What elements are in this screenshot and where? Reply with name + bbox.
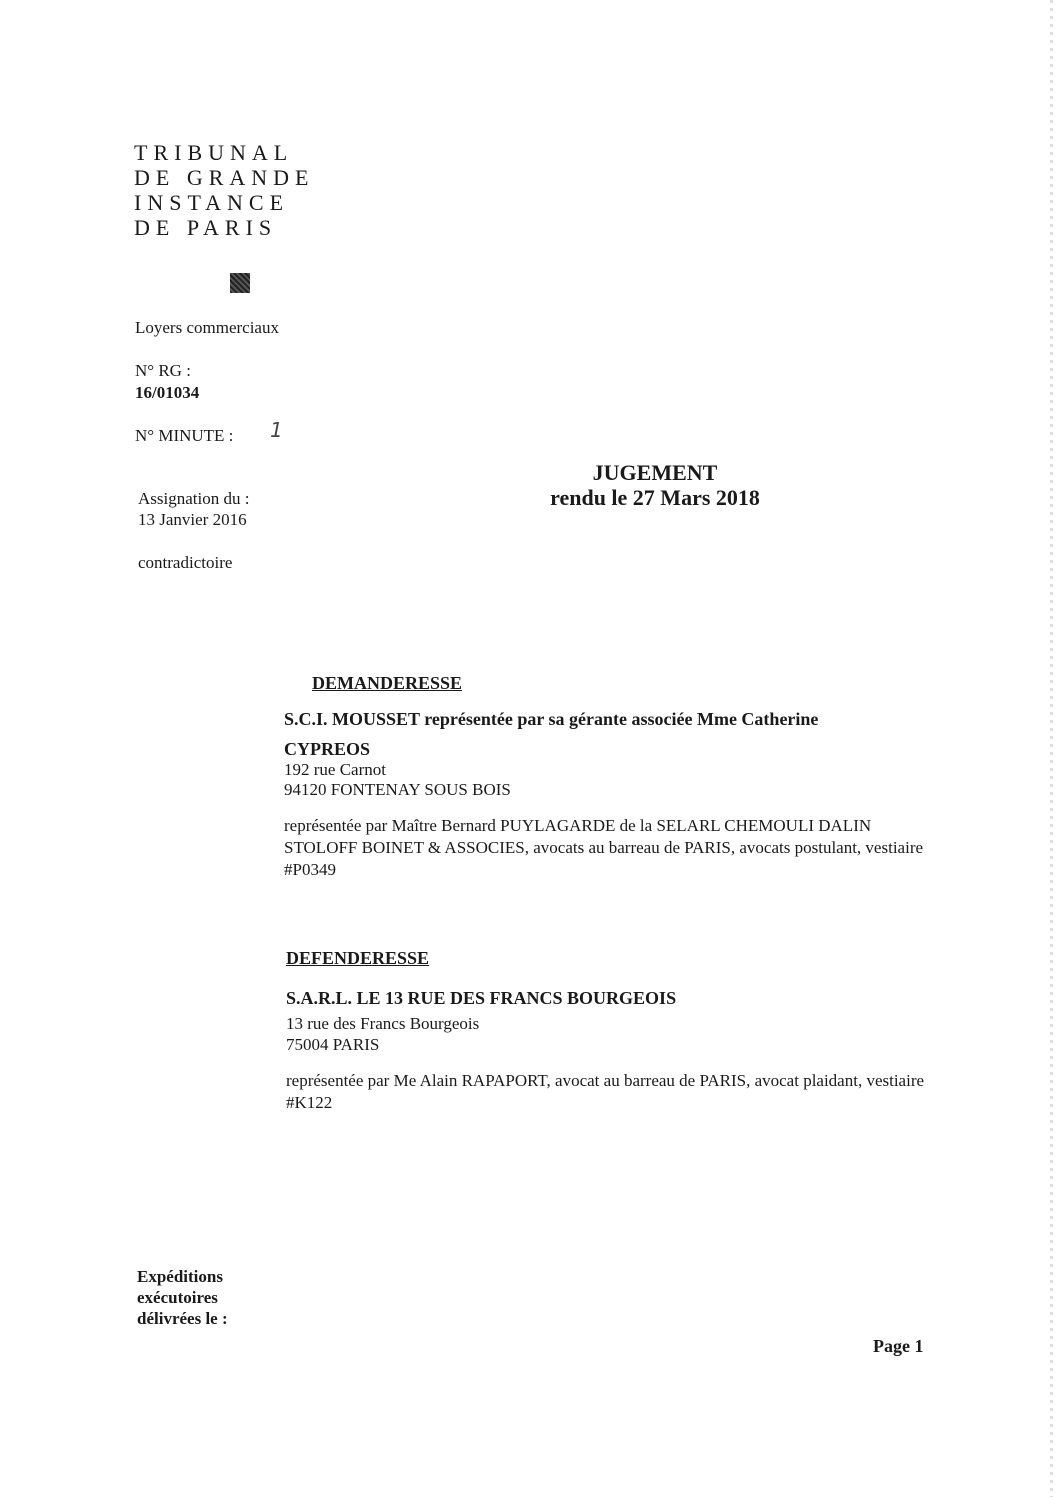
defendant-heading: DEFENDERESSE — [286, 948, 430, 968]
assignation-label: Assignation du : — [138, 489, 250, 508]
court-line-1: TRIBUNAL — [134, 140, 294, 165]
expeditions-line-1: Expéditions — [137, 1267, 223, 1286]
defendant-counsel: représentée par Me Alain RAPAPORT, avocat au barreau de PARIS, avocat plaidant, vestiaire #K122 — [286, 1071, 925, 1112]
page-number: Page 1 — [873, 1336, 924, 1356]
defendant-name: S.A.R.L. LE 13 RUE DES FRANCS BOURGEOIS — [286, 988, 677, 1008]
rg-number: 16/01034 — [135, 383, 200, 402]
court-line-3: INSTANCE — [134, 190, 290, 215]
court-line-2: DE GRANDE — [134, 165, 315, 190]
expeditions-line-3: délivrées le : — [137, 1309, 228, 1328]
assignation-date: 13 Janvier 2016 — [138, 510, 247, 529]
judgment-date: rendu le 27 Mars 2018 — [550, 485, 760, 510]
judgment-title: JUGEMENT — [592, 460, 718, 485]
plaintiff-address-2: 94120 FONTENAY SOUS BOIS — [284, 780, 511, 799]
plaintiff-heading: DEMANDERESSE — [312, 673, 463, 693]
judgment-nature: contradictoire — [138, 553, 233, 572]
minute-label: N° MINUTE : — [135, 426, 234, 445]
scan-edge — [1050, 0, 1053, 1497]
rg-label: N° RG : — [135, 361, 191, 380]
defendant-address-2: 75004 PARIS — [286, 1035, 380, 1054]
court-emblem — [230, 273, 250, 293]
case-matter: Loyers commerciaux — [135, 318, 279, 337]
plaintiff-counsel: représentée par Maître Bernard PUYLAGARDE de la SELARL CHEMOULI DALIN STOLOFF BOINET & ASSOCIES, avocats au barreau de PARIS, avocats postulant, vestiaire #P0349 — [284, 816, 924, 879]
court-line-4: DE PARIS — [134, 215, 278, 240]
expeditions-line-2: exécutoires — [137, 1288, 218, 1307]
defendant-address-1: 13 rue des Francs Bourgeois — [286, 1014, 480, 1033]
plaintiff-address-1: 192 rue Carnot — [284, 760, 386, 779]
minute-value: 1 — [270, 418, 283, 442]
plaintiff-name-line-1: S.C.I. MOUSSET représentée par sa gérante associée Mme Catherine — [284, 709, 819, 729]
plaintiff-name-line-2: CYPREOS — [284, 739, 371, 759]
court-name — [134, 140, 315, 240]
